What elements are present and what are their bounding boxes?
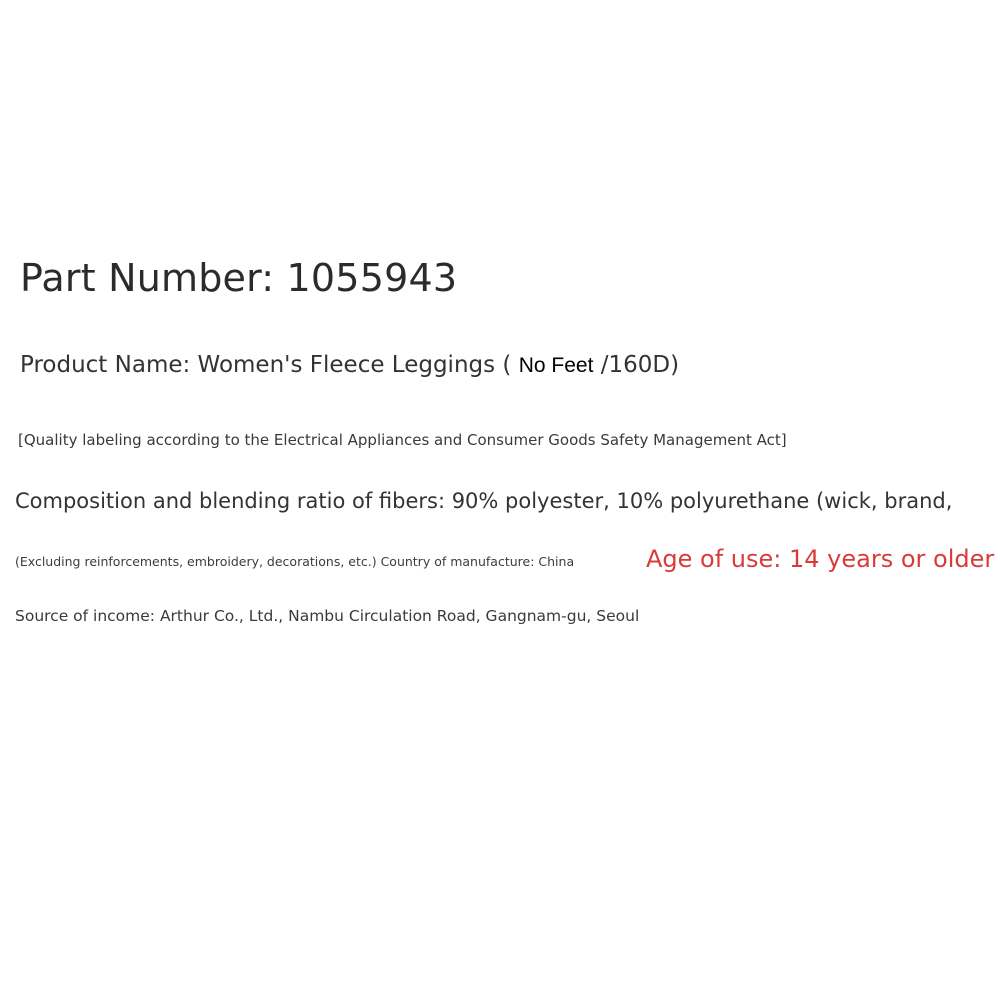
product-name-variant: No Feet: [518, 354, 594, 377]
product-name-prefix: Product Name: Women's Fleece Leggings (: [20, 352, 512, 378]
product-name-suffix: /160D): [600, 352, 680, 378]
fiber-composition: Composition and blending ratio of fibers: 90% polyester, 10% polyurethane (wick, brand,: [15, 489, 953, 513]
quality-label-notice: [Quality labeling according to the Electrical Appliances and Consumer Goods Safety Management Act]: [18, 431, 787, 449]
age-of-use: Age of use: 14 years or older: [646, 545, 995, 573]
product-name: [20, 352, 679, 378]
exclusion-and-origin: (Excluding reinforcements, embroidery, decorations, etc.) Country of manufacture: China: [15, 554, 575, 569]
source-of-income: Source of income: Arthur Co., Ltd., Nambu Circulation Road, Gangnam-gu, Seoul: [15, 607, 640, 625]
part-number: Part Number: 1055943: [20, 256, 458, 300]
